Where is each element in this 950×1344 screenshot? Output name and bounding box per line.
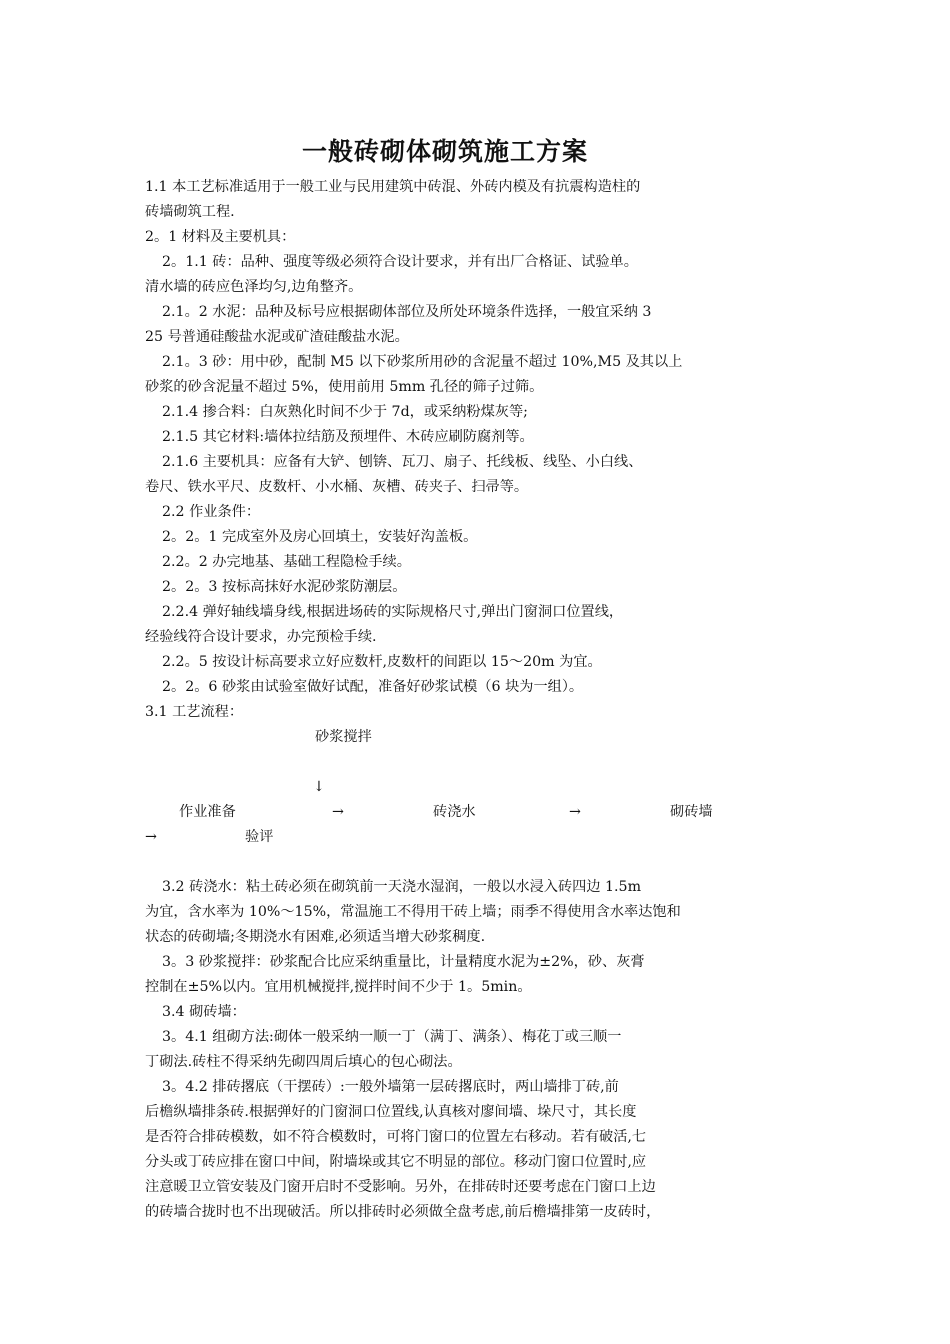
paragraph-line: 后檐纵墙排条砖.根据弹好的门窗洞口位置线,认真核对廖间墙、垛尺寸，其长度 — [145, 1104, 637, 1120]
paragraph-line: 2.2.4 弹好轴线墙身线,根据进场砖的实际规格尺寸,弹出门窗洞口位置线， — [162, 604, 624, 620]
paragraph-line: 丁砌法.砖柱不得采纳先砌四周后填心的包心砌法。 — [145, 1054, 462, 1070]
paragraph-line: 3。3 砂浆搅拌：砂浆配合比应采纳重量比，计量精度水泥为±2%，砂、灰膏 — [162, 954, 645, 970]
flow-arrow: → — [332, 804, 344, 820]
blank-line — [145, 750, 785, 775]
section-heading: 3.4 砌砖墙： — [162, 1004, 246, 1020]
paragraph-line: 2。1.1 砖：品种、强度等级必须符合设计要求，并有出厂合格证、试验单。 — [162, 254, 638, 270]
flow-step-prepare: 作业准备 — [179, 804, 236, 820]
flow-step-watering: 砖浇水 — [433, 804, 476, 820]
document-body — [145, 175, 785, 1225]
flow-arrow: → — [145, 829, 157, 845]
paragraph-line: 2.2。5 按设计标高要求立好应数杆,皮数杆的间距以 15～20m 为宜。 — [162, 654, 602, 670]
paragraph-line: 2.1.4 掺合料：白灰熟化时间不少于 7d，或采纳粉煤灰等; — [162, 404, 528, 420]
paragraph-line: 分头或丁砖应排在窗口中间，附墙垛或其它不明显的部位。移动门窗口位置时,应 — [145, 1154, 647, 1170]
paragraph-line: 3.2 砖浇水：粘土砖必须在砌筑前一天浇水湿润，一般以水浸入砖四边 1.5m — [162, 879, 642, 895]
document-title: 一般砖砌体砌筑施工方案 — [301, 137, 588, 166]
paragraph-line: 25 号普通硅酸盐水泥或矿渣硅酸盐水泥。 — [145, 329, 409, 345]
section-heading: 2.2 作业条件： — [162, 504, 261, 520]
section-heading: 3.1 工艺流程： — [145, 704, 244, 720]
paragraph-line: 3。4.1 组砌方法:砌体一般采纳一顺一丁（满丁、满条）、梅花丁或三顺一 — [162, 1029, 622, 1045]
flow-step-laying: 砌砖墙 — [670, 804, 713, 820]
paragraph-line: 砂浆的砂含泥量不超过 5%，使用前用 5mm 孔径的筛子过筛。 — [145, 379, 544, 395]
flow-row — [145, 800, 785, 825]
paragraph-line: 经验线符合设计要求，办完预检手续. — [145, 629, 377, 645]
paragraph-line: 为宜，含水率为 10%～15%，常温施工不得用干砖上墙；雨季不得使用含水率达饱和 — [145, 904, 681, 920]
blank-line — [145, 850, 785, 875]
flow-arrow: → — [569, 804, 581, 820]
paragraph-line: 2.2。2 办完地基、基础工程隐检手续。 — [162, 554, 411, 570]
section-heading: 2。1 材料及主要机具： — [145, 229, 296, 245]
flow-step-inspection: 验评 — [245, 829, 274, 845]
paragraph-line: 清水墙的砖应色泽均匀,边角整齐。 — [145, 279, 363, 295]
paragraph-line: 1.1 本工艺标准适用于一般工业与民用建筑中砖混、外砖内模及有抗震构造柱的 — [145, 179, 641, 195]
flow-down-arrow: ↓ — [313, 779, 325, 795]
paragraph-line: 2.1.5 其它材料:墙体拉结筋及预埋件、木砖应刷防腐剂等。 — [162, 429, 534, 445]
flow-row — [145, 825, 785, 850]
paragraph-line: 砖墙砌筑工程. — [145, 204, 235, 220]
paragraph-line: 卷尺、铁水平尺、皮数杆、小水桶、灰槽、砖夹子、扫帚等。 — [145, 479, 529, 495]
paragraph-line: 的砖墙合拢时也不出现破活。所以排砖时必须做全盘考虑,前后檐墙排第一皮砖时， — [145, 1204, 661, 1220]
paragraph-line: 2.1.6 主要机具：应备有大铲、刨锛、瓦刀、扇子、托线板、线坠、小白线、 — [162, 454, 643, 470]
paragraph-line: 2.1。3 砂：用中砂，配制 M5 以下砂浆所用砂的含泥量不超过 10%,M5 及其以上 — [162, 354, 683, 370]
paragraph-line: 2。2。3 按标高抹好水泥砂浆防潮层。 — [162, 579, 407, 595]
paragraph-line: 2.1。2 水泥：品种及标号应根据砌体部位及所处环境条件选择，一般宜采纳 3 — [162, 304, 652, 320]
flow-step-mortar: 砂浆搅拌 — [315, 729, 372, 745]
paragraph-line: 注意暖卫立管安装及门窗开启时不受影响。另外，在排砖时还要考虑在门窗口上边 — [145, 1179, 656, 1195]
paragraph-line: 2。2。1 完成室外及房心回填土，安装好沟盖板。 — [162, 529, 478, 545]
paragraph-line: 控制在±5%以内。宜用机械搅拌,搅拌时间不少于 1。5min。 — [145, 979, 532, 995]
paragraph-line: 2。2。6 砂浆由试验室做好试配，准备好砂浆试模（6 块为一组）。 — [162, 679, 584, 695]
paragraph-line: 是否符合排砖模数，如不符合模数时，可将门窗口的位置左右移动。若有破活,七 — [145, 1129, 647, 1145]
paragraph-line: 3。4.2 排砖撂底（干摆砖）:一般外墙第一层砖撂底时，两山墙排丁砖,前 — [162, 1079, 619, 1095]
paragraph-line: 状态的砖砌墙;冬期浇水有困难,必须适当增大砂浆稠度. — [145, 929, 486, 945]
